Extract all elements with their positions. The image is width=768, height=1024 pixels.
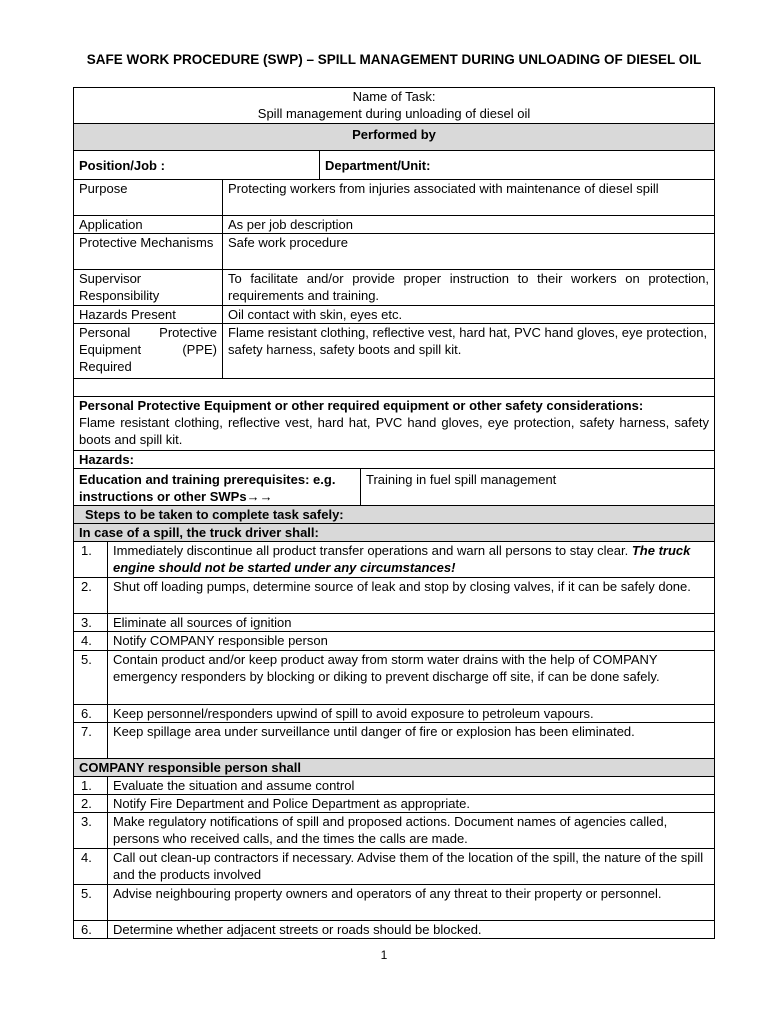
spacer-row: [74, 379, 715, 397]
step-number: 2.: [74, 578, 108, 614]
step-row: [74, 885, 715, 921]
performed-by-label: Performed by: [74, 124, 715, 151]
step-row: [74, 705, 715, 723]
step-text: [108, 542, 715, 578]
step-row: [74, 849, 715, 885]
info-row-hazards-present: [74, 306, 715, 324]
company-heading-row: [74, 759, 715, 777]
step-row: [74, 777, 715, 795]
info-row-application: [74, 216, 715, 234]
step-text: Contain product and/or keep product away from storm water drains with the help of COMPANY emergency responders by blocking or diking to prevent discharge off site, if can be done safely.: [108, 651, 715, 705]
info-value: As per job description: [223, 216, 715, 234]
step-text: Notify COMPANY responsible person: [108, 632, 715, 651]
info-row-purpose: [74, 180, 715, 216]
info-value: Safe work procedure: [223, 234, 715, 270]
step-row: [74, 632, 715, 651]
step-number: 7.: [74, 723, 108, 759]
step-text: Call out clean-up contractors if necessary. Advise them of the location of the spill, the nature of the spill and the products involved: [108, 849, 715, 885]
step-number: 1.: [74, 777, 108, 795]
step-number: 5.: [74, 885, 108, 921]
info-row-supervisor: [74, 270, 715, 306]
step-text: Keep spillage area under surveillance until danger of fire or explosion has been eliminated.: [108, 723, 715, 759]
department-label: Department/Unit:: [320, 151, 715, 180]
info-label: Protective Mechanisms: [74, 234, 223, 270]
info-value: Oil contact with skin, eyes etc.: [223, 306, 715, 324]
info-row-ppe: [74, 324, 715, 379]
step-row: [74, 578, 715, 614]
info-label: Application: [74, 216, 223, 234]
ppe-section-heading: Personal Protective Equipment or other required equipment or other safety considerations:: [79, 398, 644, 413]
step-number: 3.: [74, 813, 108, 849]
task-name-label: Name of Task:: [352, 89, 436, 104]
step-row: [74, 795, 715, 813]
step-number: 1.: [74, 542, 108, 578]
info-row-protective-mechanisms: [74, 234, 715, 270]
driver-heading: In case of a spill, the truck driver shall:: [74, 524, 715, 542]
step-row: [74, 614, 715, 632]
info-value: Protecting workers from injuries associated with maintenance of diesel spill: [223, 180, 715, 216]
education-row: [74, 469, 715, 506]
step-row: [74, 813, 715, 849]
step-text: Evaluate the situation and assume control: [108, 777, 715, 795]
step-text: Eliminate all sources of ignition: [108, 614, 715, 632]
driver-heading-row: [74, 524, 715, 542]
step-text: Advise neighbouring property owners and operators of any threat to their property or personnel.: [108, 885, 715, 921]
steps-heading: Steps to be taken to complete task safely:: [74, 506, 715, 524]
ppe-section-row: [74, 397, 715, 451]
steps-heading-row: [74, 506, 715, 524]
task-name-value: Spill management during unloading of diesel oil: [257, 106, 531, 121]
step-number: 3.: [74, 614, 108, 632]
step-number: 4.: [74, 632, 108, 651]
education-value: Training in fuel spill management: [361, 469, 715, 506]
info-value: To facilitate and/or provide proper instruction to their workers on protection, requirements and training.: [223, 270, 715, 306]
task-name-row: [74, 88, 715, 124]
step-number: 6.: [74, 921, 108, 939]
step-text: Notify Fire Department and Police Department as appropriate.: [108, 795, 715, 813]
step-text: Determine whether adjacent streets or roads should be blocked.: [108, 921, 715, 939]
info-label: Supervisor Responsibility: [74, 270, 223, 306]
page-title: SAFE WORK PROCEDURE (SWP) – SPILL MANAGEMENT DURING UNLOADING OF DIESEL OIL: [86, 52, 702, 67]
education-label: Education and training prerequisites: e.g. instructions or other SWPs→→: [74, 469, 361, 506]
step-number: 6.: [74, 705, 108, 723]
step-text: Make regulatory notifications of spill and proposed actions. Document names of agencies called, persons who received calls, and the times the calls are made.: [108, 813, 715, 849]
info-label: Hazards Present: [74, 306, 223, 324]
step-text: Shut off loading pumps, determine source of leak and stop by closing valves, if it can be safely done.: [108, 578, 715, 614]
position-label: Position/Job :: [74, 151, 320, 180]
info-value: Flame resistant clothing, reflective vest, hard hat, PVC hand gloves, eye protection, safety harness, safety boots and spill kit.: [223, 324, 715, 379]
swp-table: [73, 87, 715, 939]
step-row: [74, 542, 715, 578]
company-heading: COMPANY responsible person shall: [74, 759, 715, 777]
hazards-row: [74, 451, 715, 469]
step-row: [74, 723, 715, 759]
step-number: 2.: [74, 795, 108, 813]
step-text-main: Immediately discontinue all product transfer operations and warn all persons to stay clear.: [113, 543, 629, 558]
position-department-row: [74, 151, 715, 180]
performed-by-row: [74, 124, 715, 151]
page-number: 1: [380, 948, 388, 962]
step-emphasis: The truck engine should not be started under any circumstances!: [113, 543, 691, 575]
info-label: Personal Protective Equipment (PPE) Required: [74, 324, 223, 379]
step-text: Keep personnel/responders upwind of spill to avoid exposure to petroleum vapours.: [108, 705, 715, 723]
ppe-section-text: Flame resistant clothing, reflective vest, hard hat, PVC hand gloves, eye protection, safety harness, safety boots and spill kit.: [79, 415, 710, 447]
info-label: Purpose: [74, 180, 223, 216]
step-number: 5.: [74, 651, 108, 705]
hazards-label: Hazards:: [74, 451, 715, 469]
step-number: 4.: [74, 849, 108, 885]
step-row: [74, 921, 715, 939]
step-row: [74, 651, 715, 705]
